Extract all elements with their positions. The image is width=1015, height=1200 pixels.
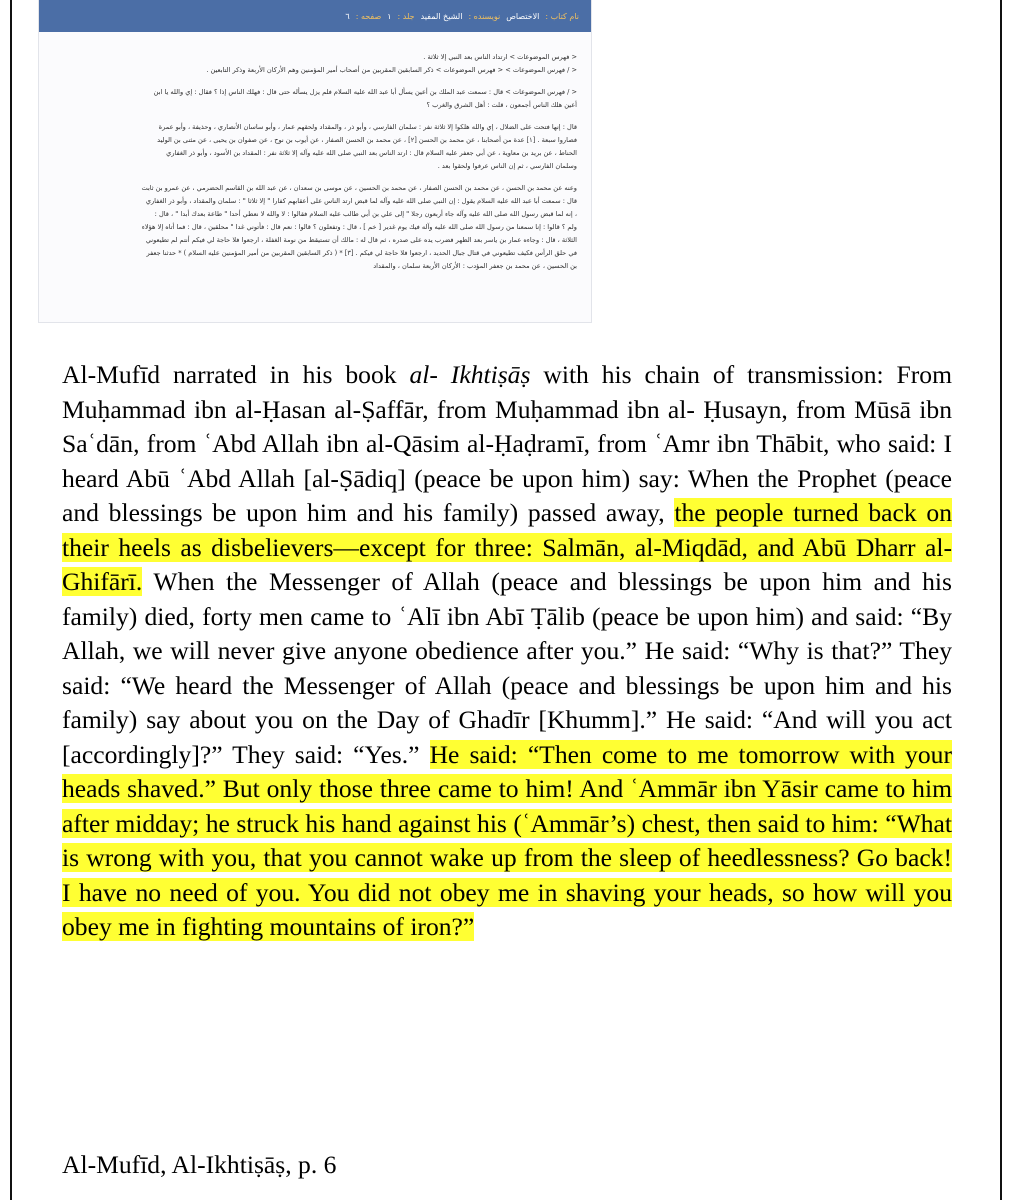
arabic-line: وسلمان الفارسي ، ثم إن الناس عرفوا ولحقوا بعد . <box>437 162 577 170</box>
english-translation <box>62 358 952 945</box>
author-value[interactable]: الشيخ المفيد <box>420 11 463 21</box>
translation-intro: Al-Mufīd narrated in his book <box>62 360 410 389</box>
book-title-italic: al- Ikhtiṣāṣ <box>409 360 531 389</box>
highlighted-passage-2: He said: “Then come to me tomorrow with your heads shaved.” But only those three came to him! And ʿAmmār ibn Yāsir came to him after midday; he struck his hand against his (ʿAmmār’s) chest, then said to him: “What is wrong with you, that you cannot wake up from the sleep of heedlessness? Go back! I have no need of you. You did not obey me in shaving your heads, so how will you obey me in fighting mountains of iron?” <box>62 739 952 941</box>
arabic-line: ولم ؟ قالوا : إنا سمعنا من رسول الله صلى الله عليه وآله فيك يوم غدير [ خم ] ، قال : وتفعلون ؟ قالوا : نعم قال : فأتوني غدا " محلقين ، قال : فما أتاه إلا هؤلاء <box>141 223 577 231</box>
arabic-source-screenshot <box>38 0 592 323</box>
arabic-line: الثلاثة ، قال : وجاءه عمار بن ياسر بعد الظهر فضرب يده على صدره ، ثم قال له : مالك أن تستيقظ من نومة الغفلة ، ارجعوا فلا حاجة لي فيكم أنتم لم تطيعوني <box>145 236 577 244</box>
page-value: ٦ <box>345 11 350 21</box>
highlighted-passage-1: the people turned back on their heels as disbelievers—except for three: Salmān, al-Miqdād, and Abū Dharr al-Ghifārī. <box>62 498 953 596</box>
author-label: نویسنده : <box>468 11 501 21</box>
arabic-line: فصاروا سبعة . [١] عدة من أصحابنا ، عن محمد بن الحسن [٢] ، عن محمد بن الحسن الصفار ، عن أيوب بن نوح ، عن صفوان بن يحيى ، عن مثنى بن الوليد <box>157 136 577 144</box>
source-citation: Al-Mufīd, Al-Ikhtiṣāṣ, p. 6 <box>62 1150 337 1179</box>
arabic-line: قال : سمعت أبا عبد الله عليه السلام يقول : إن النبي صلى الله عليه وآله لما قبض ارتد الناس على أعقابهم كفارا " إلا ثلاثا " : سلمان والمقداد ، وأبو ذر الغفاري <box>145 197 577 205</box>
arabic-line: قال : إنها فتحت على الضلال ، إي والله هلكوا إلا ثلاثة نفر : سلمان الفارسي ، وأبو ذر ، والمقداد ولحقهم عمار ، وأبو ساسان الأنصاري ، وحذيفة ، وأبو عمرة <box>158 123 577 131</box>
arabic-line: ، إنه لما قبض رسول الله صلى الله عليه وآله جاء أربعون رجلا " إلى علي بن أبي طالب عليه السلام فقالوا : لا والله لا نعطي أحدا " طاعة بعدك أبدا " ، قال : <box>154 210 577 218</box>
book-info-bar <box>39 0 591 32</box>
translation-chain: with his chain of transmission: From Muḥammad ibn al-Ḥasan al-Ṣaffār, from Muḥammad ibn al- Ḥusayn, from Mūsā ibn Saʿdān, from ʿAbd Allah ibn al-Qāsim al-Ḥaḍramī, from ʿAmr ibn Thābit, who said: I heard Abū ʿAbd Allah [al-Ṣādiq] (peace be upon him) say: When the Prophet (peace and blessings be upon him and his family) passed away, <box>62 360 952 527</box>
arabic-line: في حلق الرأس فكيف تطيعوني في قتال جبال الحديد ، ارجعوا فلا حاجة لي فيكم . [٣] * ( ذكر السابقين المقربين من أمير المؤمنين عليه السلام ) * حدثنا جعفر <box>146 249 577 257</box>
arabic-text-body <box>39 32 591 273</box>
translation-middle: When the Messenger of Allah (peace and blessings be upon him and his family) died, forty men came to ʿAlī ibn Abī Ṭālib (peace be upon him) and said: “By Allah, we will never give anyone obedience after you.” He said: “Why is that?” They said: “We heard the Messenger of Allah (peace and blessings be upon him and his family) say about you on the Day of Ghadīr [Khumm].” He said: “And will you act [accordingly]?” They said: “Yes.” <box>62 567 952 769</box>
page-label: صفحه : <box>355 11 382 21</box>
arabic-line: أعين هلك الناس أجمعون ، قلت : أهل الشرق والغرب ؟ <box>426 101 577 109</box>
book-value[interactable]: الاختصاص <box>506 11 540 21</box>
arabic-line: < فهرس الموضوعات > ارتداد الناس بعد النبي إلا ثلاثة . <box>423 53 577 61</box>
arabic-line: وعنه عن محمد بن الحسن ، عن محمد بن الحسن الصفار ، عن محمد بن الحسين ، عن موسى بن سعدان ، عن عبد الله بن القاسم الحضرمي ، عن عمرو بن ثابت <box>141 184 577 192</box>
book-label: نام کتاب : <box>545 11 579 21</box>
volume-label: جلد : <box>397 11 415 21</box>
page-right-border <box>1000 0 1002 1200</box>
volume-value: ١ <box>387 11 392 21</box>
arabic-line: الحناط ، عن بريد بن معاوية ، عن أبي جعفر عليه السلام قال : ارتد الناس بعد النبي صلى الله عليه وآله إلا ثلاثة نفر : المقداد بن الأسود ، وأبو ذر الغفاري <box>166 149 577 157</box>
arabic-line: بن الحسين ، عن محمد بن جعفر المؤدب : الأركان الأربعة سلمان ، والمقداد <box>373 262 577 270</box>
arabic-line: < / فهرس الموضوعات > قال : سمعت عبد الملك بن أعين يسأل أبا عبد الله عليه السلام فلم يزل يسأله حتى قال : فهلك الناس إذا ؟ فقال : إي والله يا ابن <box>153 88 577 96</box>
arabic-line: < / فهرس الموضوعات > < فهرس الموضوعات > ذكر السابقين المقربين من أصحاب أمير المؤمنين وهم الأركان الأربعة وذكر التابعين . <box>206 66 577 74</box>
page-left-border <box>10 0 12 1200</box>
